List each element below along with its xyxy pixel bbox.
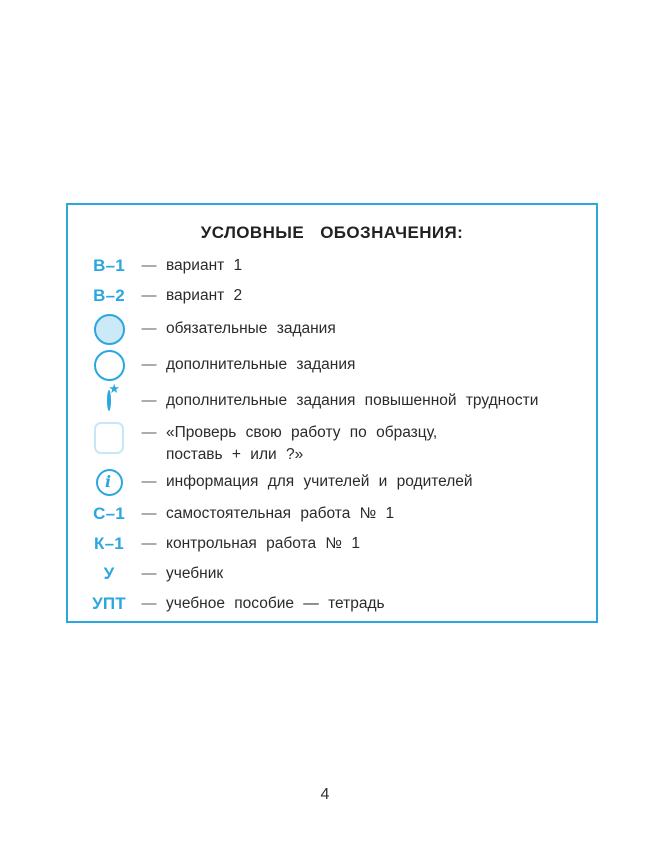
legend-title: УСЛОВНЫЕ ОБОЗНАЧЕНИЯ: — [200, 223, 464, 242]
legend-description: вариант 1 — [166, 257, 243, 274]
circle-star-icon — [107, 381, 120, 410]
dash-separator: — — [141, 320, 157, 337]
dash-separator: — — [141, 356, 157, 373]
info-glyph: i — [104, 472, 112, 491]
legend-description — [166, 422, 437, 466]
legend-row-variant-1 — [68, 251, 596, 281]
legend-box — [66, 203, 598, 623]
legend-symbol-cell — [86, 381, 132, 410]
legend-row-control-work — [68, 529, 596, 559]
legend-row-independent-work — [68, 499, 596, 529]
filled-circle-icon — [94, 314, 125, 345]
legend-description: учебник — [166, 565, 224, 582]
legend-label-cell — [86, 256, 132, 276]
square-icon — [94, 422, 124, 454]
dash-separator: — — [141, 392, 157, 409]
legend-label-cell — [86, 564, 132, 584]
workbook-label: УПТ — [92, 594, 126, 613]
legend-label-cell — [86, 504, 132, 524]
legend-description: дополнительные задания повышенной трудности — [166, 392, 539, 409]
page-number: 4 — [320, 786, 330, 803]
independent-work-label: С–1 — [93, 504, 125, 523]
legend-description: обязательные задания — [166, 320, 336, 337]
dash-separator: — — [141, 424, 157, 441]
legend-description: учебное пособие — тетрадь — [166, 595, 385, 612]
legend-row-variant-2 — [68, 281, 596, 311]
legend-symbol-cell — [86, 469, 132, 496]
legend-row-info — [68, 465, 596, 499]
legend-label-cell — [86, 286, 132, 306]
variant-1-label: В–1 — [93, 256, 125, 275]
legend-description: контрольная работа № 1 — [166, 535, 360, 552]
variant-2-label: В–2 — [93, 286, 125, 305]
legend-description: информация для учителей и родителей — [166, 473, 473, 490]
textbook-label: У — [103, 564, 115, 583]
legend-description: дополнительные задания — [166, 356, 356, 373]
legend-symbol-cell — [86, 314, 132, 345]
dash-separator: — — [141, 257, 157, 274]
dash-separator: — — [141, 287, 157, 304]
legend-label-cell — [86, 594, 132, 614]
description-line-1: «Проверь свою работу по образцу, — [166, 424, 438, 441]
legend-description: самостоятельная работа № 1 — [166, 505, 395, 522]
legend-row-workbook — [68, 589, 596, 619]
dash-separator: — — [141, 565, 157, 582]
star-icon: ★ — [108, 381, 120, 396]
description-line-2: поставь + или ?» — [166, 446, 304, 463]
legend-symbol-cell — [86, 422, 132, 454]
legend-row-mandatory-tasks — [68, 311, 596, 347]
legend-row-check-work — [68, 419, 596, 465]
dash-separator: — — [141, 535, 157, 552]
legend-description: вариант 2 — [166, 287, 243, 304]
dash-separator: — — [141, 473, 157, 490]
dash-separator: — — [141, 505, 157, 522]
legend-symbol-cell — [86, 350, 132, 381]
info-icon — [96, 469, 123, 496]
dash-separator: — — [141, 595, 157, 612]
legend-label-cell — [86, 534, 132, 554]
circle-icon — [94, 350, 125, 381]
legend-row-textbook — [68, 559, 596, 589]
control-work-label: К–1 — [94, 534, 124, 553]
legend-row-additional-tasks — [68, 347, 596, 383]
legend-row-advanced-tasks — [68, 383, 596, 419]
